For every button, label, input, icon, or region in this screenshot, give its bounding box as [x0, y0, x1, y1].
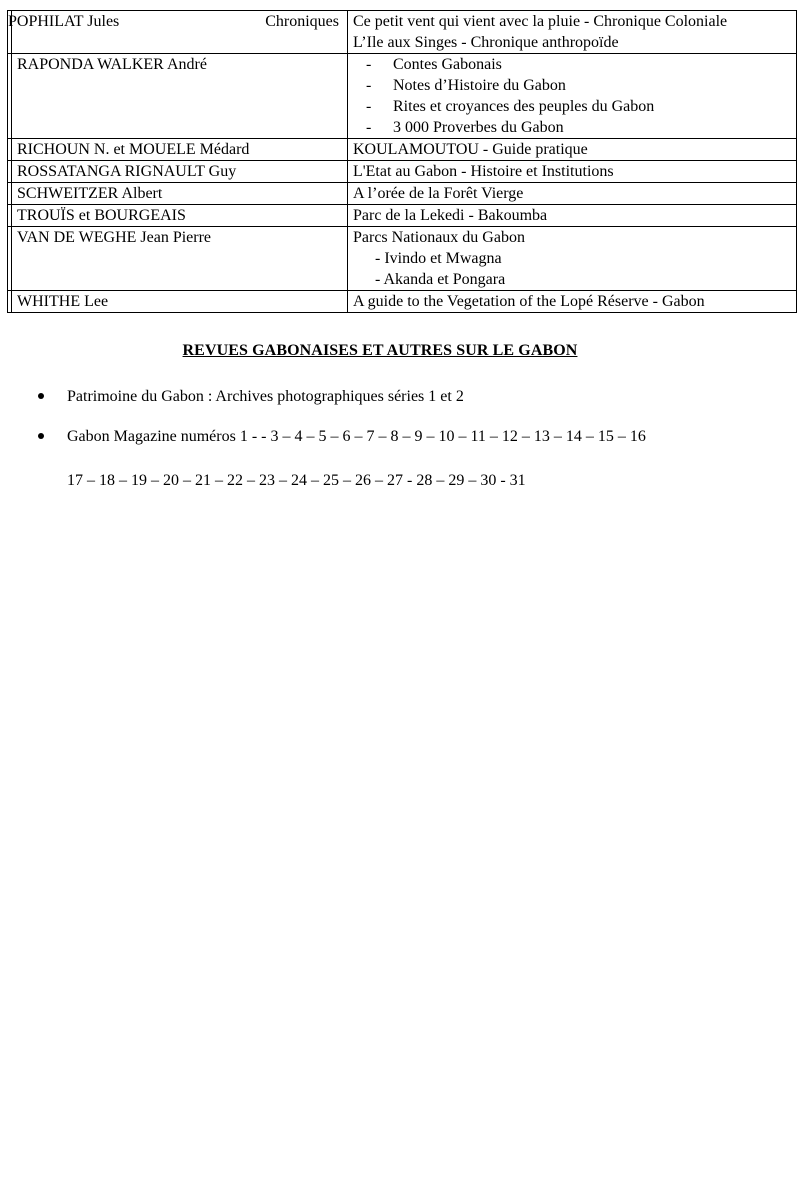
author-name: SCHWEITZER Albert	[17, 185, 163, 202]
works-cell	[348, 54, 797, 139]
works-cell	[348, 291, 797, 313]
author-cell	[12, 227, 348, 291]
bullet-text: Gabon Magazine numéros 1 - - 3 – 4 – 5 – 6 – 7 – 8 – 9 – 10 – 11 – 12 – 13 – 14 – 15 – 16	[67, 428, 646, 445]
works-cell	[348, 227, 797, 291]
list-item: - Notes d’Histoire du Gabon	[366, 75, 796, 96]
bullet-icon	[38, 433, 44, 439]
works-cell	[348, 161, 797, 183]
author-name: WHITHE Lee	[17, 293, 109, 310]
works-cell	[348, 11, 797, 54]
issue-numbers-continuation: 17 – 18 – 19 – 20 – 21 – 22 – 23 – 24 – 25 – 26 – 27 - 28 – 29 – 30 - 31	[67, 472, 526, 489]
list-item	[38, 426, 798, 447]
table-row	[8, 54, 797, 139]
works-cell	[348, 205, 797, 227]
work-title: KOULAMOUTOU - Guide pratique	[353, 141, 588, 158]
author-name: POPHILAT Jules	[8, 13, 120, 30]
table-row	[8, 11, 797, 54]
author-cell	[12, 183, 348, 205]
author-category: Chroniques	[265, 13, 339, 30]
author-cell	[12, 139, 348, 161]
author-name: ROSSATANGA RIGNAULT Guy	[17, 163, 237, 180]
bullet-text: Patrimoine du Gabon : Archives photographiques séries 1 et 2	[67, 388, 464, 405]
sub-work: - Ivindo et Mwagna	[375, 250, 502, 267]
section-heading	[0, 342, 760, 360]
table-row	[8, 183, 797, 205]
list-item: - 3 000 Proverbes du Gabon	[366, 117, 796, 138]
work-title: L’Ile aux Singes - Chronique anthropoïde	[353, 34, 619, 51]
author-cell	[12, 161, 348, 183]
work-title: Parc de la Lekedi - Bakoumba	[353, 207, 548, 224]
works-cell	[348, 183, 797, 205]
bullet-list	[38, 386, 798, 466]
list-item: - Rites et croyances des peuples du Gabon	[366, 96, 796, 117]
work-title: A guide to the Vegetation of the Lopé Réserve - Gabon	[353, 293, 705, 310]
table-row	[8, 161, 797, 183]
author-cell	[12, 291, 348, 313]
table-row	[8, 227, 797, 291]
author-cell	[8, 11, 348, 54]
table-row	[8, 205, 797, 227]
author-name: RAPONDA WALKER André	[17, 56, 207, 73]
table-row	[8, 291, 797, 313]
work-title: Ce petit vent qui vient avec la pluie - Chronique Coloniale	[353, 13, 728, 30]
bibliography-table	[7, 10, 797, 313]
work-title: L'Etat au Gabon - Histoire et Institutions	[353, 163, 614, 180]
author-name: TROUÏS et BOURGEAIS	[17, 207, 186, 224]
section-heading-text: REVUES GABONAISES ET AUTRES SUR LE GABON	[182, 342, 578, 359]
author-cell	[12, 205, 348, 227]
list-item	[38, 386, 798, 407]
works-cell	[348, 139, 797, 161]
list-item: - Contes Gabonais	[366, 54, 796, 75]
bullet-icon	[38, 393, 44, 399]
work-title: A l’orée de la Forêt Vierge	[353, 185, 524, 202]
author-name: RICHOUN N. et MOUELE Médard	[17, 141, 250, 158]
sub-work: - Akanda et Pongara	[375, 271, 506, 288]
works-list	[353, 54, 796, 138]
author-name: VAN DE WEGHE Jean Pierre	[17, 229, 212, 246]
work-title: Parcs Nationaux du Gabon	[353, 229, 525, 246]
author-cell	[12, 54, 348, 139]
table-row	[8, 139, 797, 161]
